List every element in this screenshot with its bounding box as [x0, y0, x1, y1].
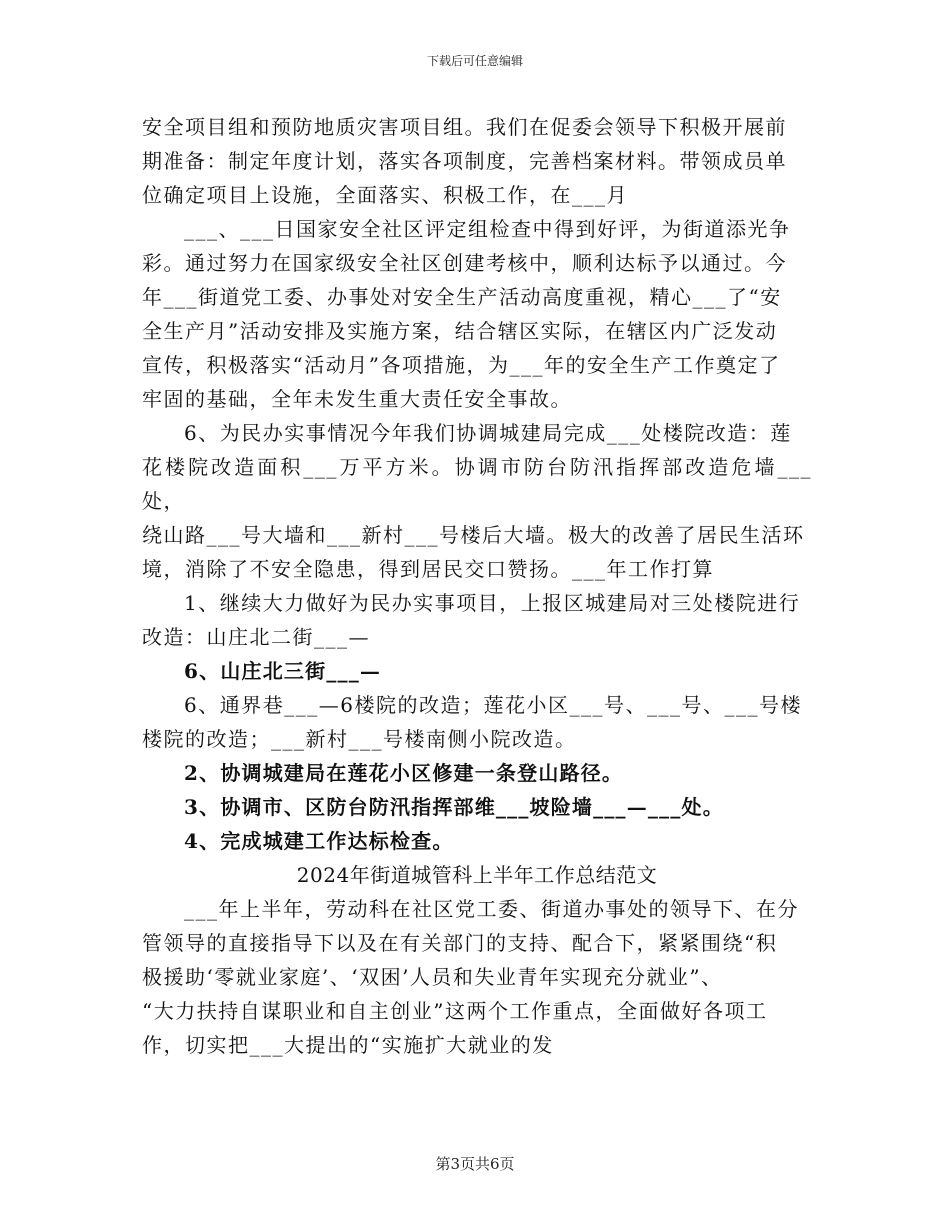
- text-line: 位确定项目上设施，全面落实、积极工作，在___月: [142, 183, 628, 207]
- text-line: 年___街道党工委、办事处对安全生产活动高度重视，精心___了“安: [142, 285, 782, 309]
- paragraph-safety: [142, 212, 812, 416]
- text-line: 6、通界巷___—6楼院的改造；莲花小区___号、___号、___号楼: [184, 693, 802, 717]
- paragraph-continuation: [142, 110, 812, 212]
- text-line: 楼院的改造；___新村___号楼南侧小院改造。: [142, 727, 577, 751]
- paragraph-plan-2: [142, 756, 812, 790]
- text-line: 宣传，积极落实“活动月”各项措施，为___年的安全生产工作奠定了: [142, 353, 781, 377]
- text-line: 花楼院改造面积___万平方米。协调市防台防汛指挥部改造危墙___处，: [142, 455, 812, 513]
- paragraph-plan-1: [142, 586, 812, 654]
- section-title: 2024年街道城管科上半年工作总结范文: [296, 863, 658, 887]
- text-line: “大力扶持自谋职业和自主创业”这两个工作重点，全面做好各项工: [142, 999, 768, 1023]
- text-line: 作，切实把___大提出的“实施扩大就业的发: [142, 1033, 554, 1057]
- paragraph-plan-4: [142, 824, 812, 858]
- text-line: 牢固的基础，全年未发生重大责任安全事故。: [142, 387, 572, 411]
- text-line: 安全项目组和预防地质灾害项目组。我们在促委会领导下积极开展前: [142, 115, 787, 139]
- paragraph-section-intro: [142, 892, 812, 1062]
- text-line: 2、协调城建局在莲花小区修建一条登山路径。: [184, 761, 624, 785]
- paragraph-plan-3: [142, 790, 812, 824]
- text-line: 4、完成城建工作达标检查。: [184, 829, 454, 853]
- text-line: 期准备：制定年度计划，落实各项制度，完善档案材料。带领成员单: [142, 149, 787, 173]
- text-line: 境，消除了不安全隐患，得到居民交口赞扬。___年工作打算: [142, 557, 714, 581]
- text-line: 改造：山庄北二街___—: [142, 625, 370, 649]
- text-line: ___年上半年，劳动科在社区党工委、街道办事处的领导下、在分: [184, 897, 799, 921]
- paragraph-plan-bold-6: [142, 654, 812, 688]
- text-line: 6、为民办实事情况今年我们协调城建局完成___处楼院改造：莲: [184, 421, 792, 445]
- text-line: 绕山路___号大墙和___新村___号楼后大墙。极大的改善了居民生活环: [142, 523, 805, 547]
- page-number: 第3页共6页: [435, 1155, 515, 1173]
- paragraph-plan-6: [142, 688, 812, 756]
- text-line: 极援助‘零就业家庭’、‘双困’人员和失业青年实现充分就业”、: [142, 965, 723, 989]
- text-line: 3、协调市、区防台防汛指挥部维___坡险墙___—___处。: [184, 795, 724, 819]
- page-header: 下载后可任意编辑: [426, 54, 523, 68]
- text-line: 全生产月”活动安排及实施方案，结合辖区实际，在辖区内广泛发动: [142, 319, 778, 343]
- text-line: 彩。通过努力在国家级安全社区创建考核中，顺利达标予以通过。今: [142, 251, 787, 275]
- document-body: [142, 110, 812, 1062]
- text-line: 6、山庄北三街___—: [184, 659, 382, 683]
- text-line: 1、继续大力做好为民办实事项目，上报区城建局对三处楼院进行: [184, 591, 801, 615]
- paragraph-item-6: [142, 416, 812, 586]
- text-line: ___、___日国家安全社区评定组检查中得到好评，为街道添光争: [184, 217, 791, 241]
- text-line: 管领导的直接指导下以及在有关部门的支持、配合下，紧紧围绕“积: [142, 931, 778, 955]
